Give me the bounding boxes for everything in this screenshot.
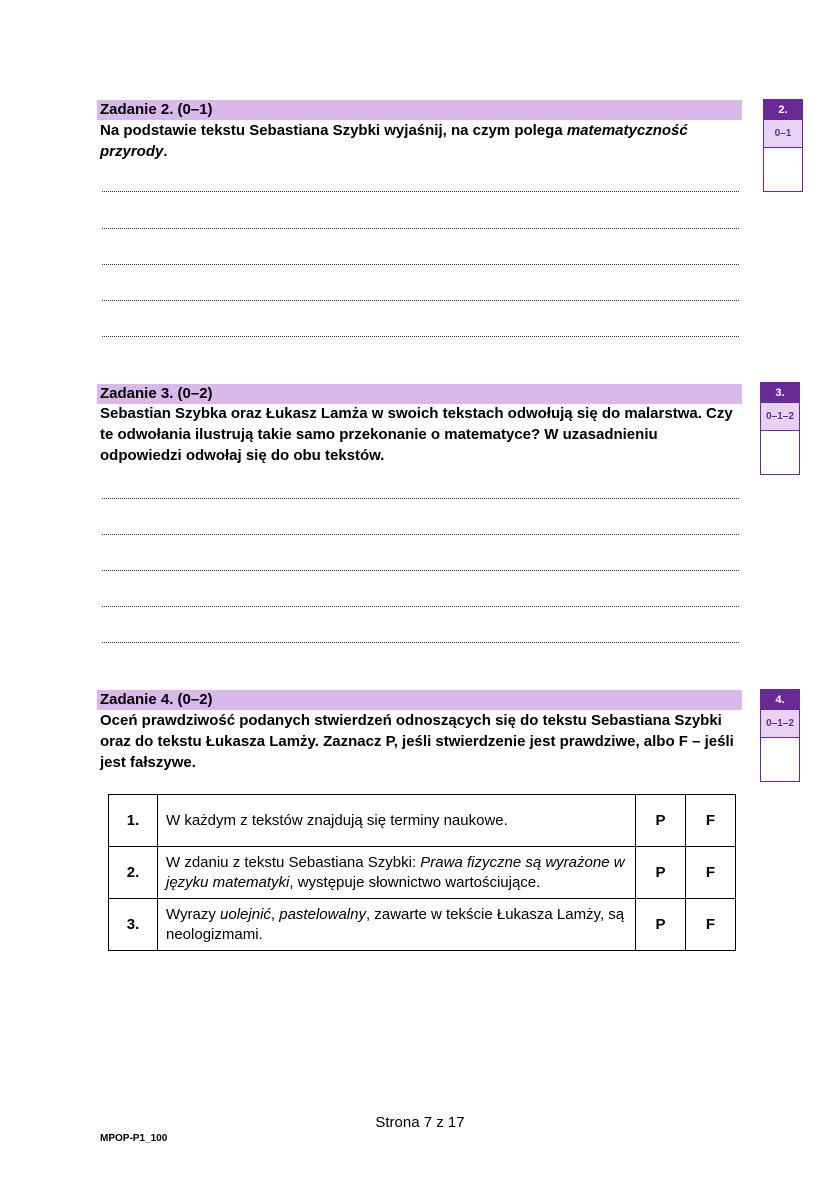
answer-line[interactable] [102, 534, 739, 535]
answer-line[interactable] [102, 336, 739, 337]
score-task-number: 3. [761, 383, 799, 403]
score-range: 0–1–2 [761, 710, 799, 738]
true-option[interactable]: P [636, 899, 686, 951]
true-option[interactable]: P [636, 847, 686, 899]
table-row [109, 847, 736, 899]
statement-text-part: W każdym z tekstów znajdują się terminy naukowe. [166, 811, 508, 829]
statement-text-italic: Prawa fizyczne są wyrażone w języku matematyki [166, 853, 625, 891]
score-range: 0–1 [764, 120, 802, 148]
statement-text [158, 847, 636, 899]
true-option[interactable]: P [636, 795, 686, 847]
false-option[interactable]: F [686, 847, 736, 899]
statement-text-part: Wyrazy [166, 905, 221, 923]
table-row [109, 795, 736, 847]
statement-number: 3. [109, 899, 158, 951]
score-task-number: 4. [761, 690, 799, 710]
statement-text-italic: uolejnić [220, 905, 271, 923]
answer-line[interactable] [102, 300, 739, 301]
question-text: . [163, 143, 168, 160]
answer-line[interactable] [102, 228, 739, 229]
true-false-table [108, 794, 736, 951]
task-4-header: Zadanie 4. (0–2) [97, 690, 742, 710]
statement-text-italic: pastelowalny [279, 905, 366, 923]
question-text: Oceń prawdziwość podanych stwierdzeń odnoszących się do tekstu Sebastiana Szybki oraz do tekstu Łukasza Lamży. Zaznacz P, jeśli stwierdzenie jest prawdziwe, albo F – jeśli jest fałszywe. [100, 712, 734, 771]
table-row [109, 899, 736, 951]
statement-text-part: W zdaniu z tekstu Sebastiana Szybki: [166, 853, 421, 871]
answer-line[interactable] [102, 191, 739, 192]
statement-text [158, 795, 636, 847]
question-text: Na podstawie tekstu Sebastiana Szybki wyjaśnij, na czym polega [100, 122, 567, 139]
score-entry-cell[interactable] [761, 431, 799, 474]
document-code: MPOP-P1_100 [100, 1133, 168, 1144]
statement-number: 2. [109, 847, 158, 899]
answer-line[interactable] [102, 498, 739, 499]
score-entry-cell[interactable] [761, 738, 799, 781]
statement-text-part: , [270, 905, 280, 923]
score-range: 0–1–2 [761, 403, 799, 431]
answer-line[interactable] [102, 264, 739, 265]
task-3-score-box [760, 382, 800, 475]
page-number: Strona 7 z 17 [375, 1114, 465, 1131]
question-text-italic: matematyczność przyrody [100, 122, 688, 160]
statement-number: 1. [109, 795, 158, 847]
task-2-question [100, 120, 740, 162]
answer-line[interactable] [102, 642, 739, 643]
statement-text-part: , występuje słownictwo wartościujące. [289, 873, 541, 891]
question-text: Sebastian Szybka oraz Łukasz Lamża w swoich tekstach odwołują się do malarstwa. Czy te odwołania ilustrują takie samo przekonanie o matematyce? W uzasadnieniu odpowiedzi odwołaj się do obu tekstów. [100, 405, 733, 464]
false-option[interactable]: F [686, 795, 736, 847]
statement-text-part: , zawarte w tekście Łukasza Lamży, są neologizmami. [166, 905, 625, 943]
score-task-number: 2. [764, 100, 802, 120]
answer-line[interactable] [102, 570, 739, 571]
task-4-score-box [760, 689, 800, 782]
answer-line[interactable] [102, 606, 739, 607]
statement-text [158, 899, 636, 951]
false-option[interactable]: F [686, 899, 736, 951]
task-3-question [100, 403, 740, 466]
task-3-header: Zadanie 3. (0–2) [97, 384, 742, 404]
task-2-header: Zadanie 2. (0–1) [97, 100, 742, 120]
score-entry-cell[interactable] [764, 148, 802, 191]
task-4-question [100, 710, 740, 773]
task-2-score-box [763, 99, 803, 192]
